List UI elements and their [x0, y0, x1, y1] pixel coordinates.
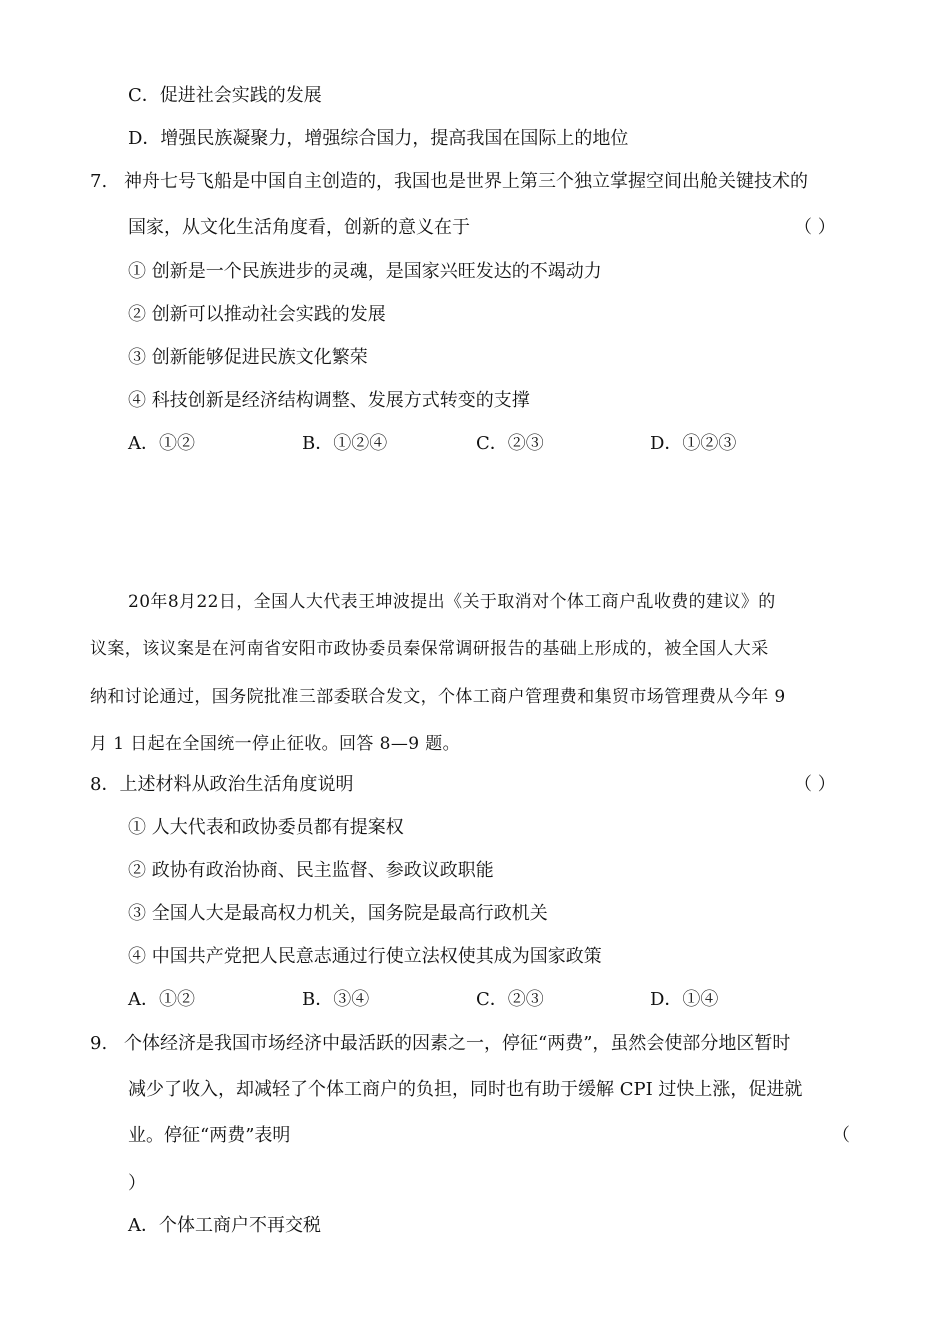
- material-passage: [90, 590, 862, 760]
- q7-statement-3: ③ 创新能够促进民族文化繁荣: [128, 347, 368, 368]
- q7-number: 7.: [90, 171, 108, 192]
- q8-option-a: A．①②: [128, 989, 195, 1010]
- q8-option-b: B．③④: [302, 989, 370, 1010]
- q8-statement-4: ④ 中国共产党把人民意志通过行使立法权使其成为国家政策: [128, 946, 602, 967]
- q8-options: [0, 988, 950, 1012]
- q9-paren-open: （: [832, 1125, 850, 1146]
- q7-option-d: D．①②③: [650, 433, 737, 454]
- q8-statement-3: ③ 全国人大是最高权力机关，国务院是最高行政机关: [128, 903, 548, 924]
- q9-stem-line3: 业。停征“两费”表明: [128, 1125, 291, 1146]
- q8-option-c: C．②③: [476, 989, 544, 1010]
- q7-statement-4: ④ 科技创新是经济结构调整、发展方式转变的支撑: [128, 390, 530, 411]
- q7-stem-line2: 国家，从文化生活角度看，创新的意义在于: [128, 217, 470, 238]
- q7-statement-1: ① 创新是一个民族进步的灵魂，是国家兴旺发达的不竭动力: [128, 261, 602, 282]
- q8-stem: 8．上述材料从政治生活角度说明: [90, 774, 354, 795]
- q9-paren-close: ）: [128, 1173, 146, 1194]
- q8-option-d: D．①④: [650, 989, 719, 1010]
- passage-line-4: 月 1 日起在全国统一停止征收。回答 8—9 题。: [90, 734, 461, 754]
- q9-stem-line1: 个体经济是我国市场经济中最活跃的因素之一，停征“两费”，虽然会使部分地区暂时: [124, 1033, 791, 1054]
- q9-stem-line2: 减少了收入，却减轻了个体工商户的负担，同时也有助于缓解 CPI 过快上涨，促进就: [128, 1079, 803, 1100]
- q8-statement-1: ① 人大代表和政协委员都有提案权: [128, 817, 404, 838]
- q7-options: [0, 432, 950, 456]
- q9-number: 9.: [90, 1033, 108, 1054]
- q6-option-d: D．增强民族凝聚力，增强综合国力，提高我国在国际上的地位: [128, 128, 629, 149]
- q7-option-b: B．①②④: [302, 433, 388, 454]
- q6-option-c: C．促进社会实践的发展: [128, 85, 322, 106]
- q7-option-c: C．②③: [476, 433, 544, 454]
- q7-answer-paren: （ ）: [794, 217, 836, 238]
- q8-answer-paren: （ ）: [794, 774, 836, 795]
- passage-line-1: 20年8月22日，全国人大代表王坤波提出《关于取消对个体工商户乱收费的建议》的: [128, 592, 776, 612]
- q7-statement-2: ② 创新可以推动社会实践的发展: [128, 304, 386, 325]
- q9-option-a: A．个体工商户不再交税: [128, 1215, 321, 1236]
- passage-line-3: 纳和讨论通过，国务院批准三部委联合发文，个体工商户管理费和集贸市场管理费从今年 9: [90, 687, 786, 707]
- q7-stem-line1: 神舟七号飞船是中国自主创造的，我国也是世界上第三个独立掌握空间出舱关键技术的: [124, 171, 808, 192]
- q7-option-a: A．①②: [128, 433, 195, 454]
- q8-statement-2: ② 政协有政治协商、民主监督、参政议政职能: [128, 860, 494, 881]
- passage-line-2: 议案，该议案是在河南省安阳市政协委员秦保常调研报告的基础上形成的，被全国人大采: [90, 639, 769, 659]
